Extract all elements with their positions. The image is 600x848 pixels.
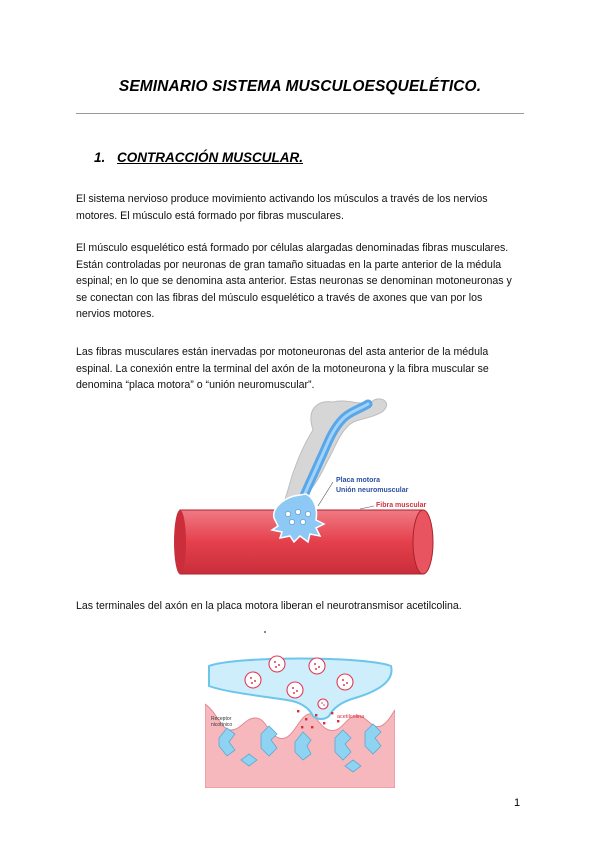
paragraph-line: Las terminales del axón en la placa motora liberan el neurotransmisor acetilcolina. bbox=[76, 600, 462, 612]
label-line-placa bbox=[318, 482, 333, 506]
section-title: CONTRACCIÓN MUSCULAR. bbox=[117, 150, 304, 165]
paragraph-line: motores. El músculo está formado por fibras musculares. bbox=[76, 209, 344, 222]
paragraph-line: El sistema nervioso produce movimiento activando los músculos a través de los nervios bbox=[76, 193, 488, 205]
label-line-fibra bbox=[360, 506, 374, 509]
paragraph-line: espinal; en lo que se denomina asta anterior. Estas neuronas se denominan motoneuronas y bbox=[76, 275, 512, 287]
muscle-fiber-start bbox=[174, 510, 186, 574]
paragraph-line: denomina “placa motora” o “unión neuromuscular”. bbox=[76, 379, 315, 391]
muscle-fiber-end bbox=[413, 510, 433, 574]
section-number: 1. bbox=[94, 150, 106, 165]
paragraph-1 bbox=[76, 191, 536, 224]
figure-marker-dot bbox=[264, 631, 266, 633]
paragraph-2 bbox=[76, 240, 536, 323]
label-fibra-muscular: Fibra muscular bbox=[376, 502, 427, 509]
vesicle bbox=[285, 511, 290, 516]
paragraph-line: Las fibras musculares están inervadas por motoneuronas del asta anterior de la médula bbox=[76, 346, 489, 358]
paragraph-line: se conectan con las fibras del músculo esquelético a través de axones que van por los bbox=[76, 291, 483, 304]
document-title: SEMINARIO SISTEMA MUSCULOESQUELÉTICO. bbox=[118, 78, 482, 95]
paragraph-4 bbox=[76, 598, 536, 615]
paragraph-line: nervios motores. bbox=[76, 308, 155, 320]
vesicle bbox=[289, 519, 294, 524]
acetylcholine-release-figure bbox=[205, 626, 395, 788]
label-union-neuromuscular: Unión neuromuscular bbox=[336, 487, 409, 494]
title-divider bbox=[76, 113, 524, 114]
vesicle bbox=[305, 511, 310, 516]
paragraph-3 bbox=[76, 344, 536, 394]
label-receptor: Receptor bbox=[211, 716, 232, 722]
vesicle bbox=[300, 519, 305, 524]
paragraph-line: El músculo esquelético está formado por células alargadas denominadas fibras musculares. bbox=[76, 242, 509, 254]
vesicle bbox=[295, 509, 300, 514]
section-heading bbox=[94, 150, 303, 165]
label-placa-motora: Placa motora bbox=[336, 477, 380, 484]
paragraph-line: espinal. La conexión entre la terminal del axón de la motoneurona y la fibra muscular se bbox=[76, 362, 489, 375]
label-acetilcolina: acetilcolina bbox=[337, 714, 365, 720]
label-nicotinico: nicotínico bbox=[211, 722, 233, 728]
motor-endplate-figure bbox=[168, 396, 438, 584]
paragraph-line: Están controladas por neuronas de gran tamaño situadas en la parte anterior de la médula bbox=[76, 258, 502, 271]
page-number: 1 bbox=[514, 797, 521, 809]
